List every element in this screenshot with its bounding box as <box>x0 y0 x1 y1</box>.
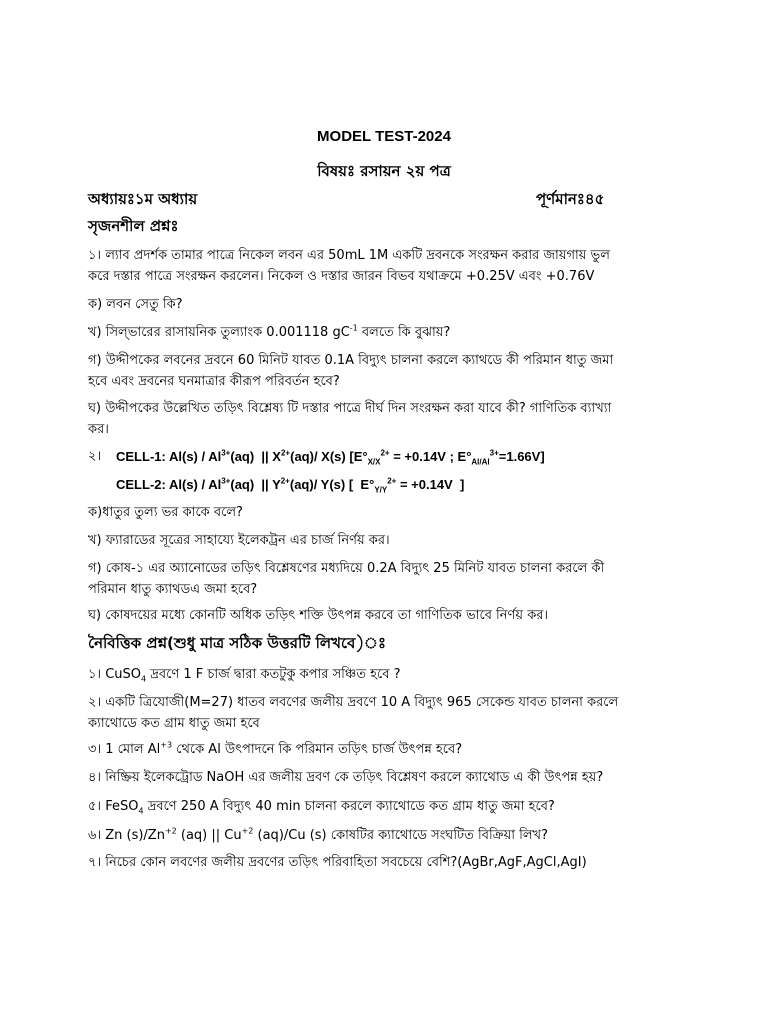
cq1-stem-line2: করে দস্তার পাত্রে সংরক্ষন করলেন। নিকেল ও দস্তার জারন বিভব যথাক্রমে +0.25V এবং +0.76V <box>88 269 595 284</box>
cell-1-anode: Al(s) / Al <box>168 449 222 464</box>
cq1-part-b-superscript: -1 <box>349 323 358 333</box>
cell-1-e2-subscript: Al/Al <box>471 457 490 467</box>
cq1-part-a: ক) লবন সেতু কি? <box>88 297 183 312</box>
cell-2-anode-charge: 3+ <box>221 476 231 486</box>
mcq-q6-superscript-1: +2 <box>164 826 177 836</box>
cq2-part-c-line2: পরিমান ধাতু ক্যাথডএ জমা হবে? <box>88 582 258 597</box>
mcq-q3 <box>88 739 688 760</box>
mcq-q3-superscript: +3 <box>160 740 173 750</box>
chapter-label: অধ্যায়ঃ১ম অধ্যায় <box>88 190 198 208</box>
mcq-q5-tail: দ্রবণে 250 A বিদ্যুৎ 40 min চালনা করলে ক্যাথোডে কত গ্রাম ধাতু জমা হবে? <box>143 799 555 814</box>
cell-2-y-charge: 2+ <box>280 476 290 486</box>
full-marks-label: পূর্ণমানঃ৪৫ <box>536 190 605 208</box>
mcq-section-heading: নৈবিত্তিক প্রশ্ন(শুধু মাত্র সঠিক উত্তরটি লিখবে)ঃ <box>88 634 386 652</box>
cq1-part-b-tail: বলতে কি বুঝায়? <box>357 325 451 340</box>
cq1-stem <box>88 245 688 287</box>
cell-1-e2-superscript: 3+ <box>489 448 499 458</box>
cell-1-e2-value: =1.66V] <box>498 449 545 464</box>
cell-2-cathode: (aq)/ Y(s) <box>289 477 346 492</box>
mcq-q5-subscript: 4 <box>138 806 144 816</box>
cell-2-label: CELL-2: <box>116 477 166 492</box>
cq1-part-d-line1: ঘ) উদ্দীপকের উল্লেখিত তড়িৎ বিশ্লেষ্য টি দস্তার পাত্রে দীর্ঘ দিন সংরক্ষন করা যাবে কী? গাণিতিক ব্যাখ্যা <box>88 401 612 416</box>
cq1-part-c <box>88 350 688 392</box>
cell-1-e1-subscript: X/X <box>367 457 381 467</box>
cell-1-e1-prefix: [E° <box>349 449 368 464</box>
mcq-q3-tail: থেকে Al উৎপাদনে কি পরিমান তড়িৎ চার্জ উৎপন্ন হবে? <box>172 742 463 757</box>
mcq-q7: ৭। নিচের কোন লবণের জলীয় দ্রবণের তড়িৎ পরিবাহিতা সবচেয়ে বেশি?(AgBr,AgF,AgCl,AgI) <box>88 855 587 870</box>
mcq-q1-text: ১। CuSO <box>88 667 142 682</box>
mcq-q4: ৪। নিষ্ক্রিয় ইলেকট্রোড NaOH এর জলীয় দ্রবণ কে তড়িৎ বিশ্লেষণ করলে ক্যাথোড এ কী উৎপন্ন হয়? <box>88 770 604 785</box>
mcq-q6 <box>88 825 688 846</box>
cell-1-label: CELL-1: <box>116 449 166 464</box>
cq2-part-a: ক)ধাতুর তুল্য ভর কাকে বলে? <box>88 505 243 520</box>
cq1-stem-line1: ১। ল্যাব প্রদর্শক তামার পাত্রে নিকেল লবন এর 50mL 1M একটি দ্রবনকে সংরক্ষন করার জায়গায় ভুল <box>88 248 610 263</box>
cq2-part-c-line1: গ) কোষ-১ এর অ্যানোডের তড়িৎ বিশ্লেষণের মধ্যদিয়ে 0.2A বিদ্যুৎ 25 মিনিট যাবত চালনা করলে কী <box>88 561 605 576</box>
cq2-number: ২। <box>88 449 102 464</box>
cell-2-anode-tail: (aq) || Y <box>230 477 281 492</box>
mcq-q1-tail: দ্রবণে 1 F চার্জ দ্বারা কতটুকু কপার সঞ্চিত হবে ? <box>146 667 401 682</box>
mcq-q6-tail: (aq)/Cu (s) কোষটির ক্যাথোডে সংঘটিত বিক্রিয়া লিখ? <box>253 828 548 843</box>
cell-2-anode: Al(s) / Al <box>168 477 222 492</box>
mcq-q5-text: ৫। FeSO <box>88 799 139 814</box>
cq1-part-b-text: খ) সিল্ভারের রাসায়নিক তুল্যাংক 0.001118 gC <box>88 325 350 340</box>
cq1-part-c-line2: হবে এবং দ্রবনের ঘনমাত্রার কীরূপ পরিবর্তন হবে? <box>88 374 340 389</box>
cell-2-e-subscript: Y/Y <box>374 485 388 495</box>
cq2-part-d: ঘ) কোষদয়ের মধ্যে কোনটি অধিক তড়িৎ শক্তি উৎপন্ন করবে তা গাণিতিক ভাবে নির্ণয় কর। <box>88 608 549 623</box>
cq2-part-c <box>88 558 688 600</box>
cell-2-e-superscript: 2+ <box>387 476 397 486</box>
cell-1-x-charge: 2+ <box>280 448 291 458</box>
cell-1-e1-superscript: 2+ <box>380 448 390 458</box>
mcq-q6-superscript-2: +2 <box>241 826 254 836</box>
cq2-part-b: খ) ফ্যারাডের সূত্রের সাহায্যে ইলেকট্রন এর চার্জ নির্ণয় কর। <box>88 533 390 548</box>
cell-2-e-value: = +0.14V ] <box>396 477 465 492</box>
cell-1-equation <box>116 448 545 467</box>
creative-section-heading: সৃজনশীল প্রশ্নঃ <box>88 217 179 235</box>
mcq-q2-line1: ২। একটি ত্রিযোজী(M=27) ধাতব লবণের জলীয় দ্রবণে 10 A বিদ্যুৎ 965 সেকেন্ড যাবত চালনা করলে <box>88 695 619 710</box>
subject-line: বিষয়ঃ রসায়ন ২য় পত্র <box>317 162 451 180</box>
page-title: MODEL TEST-2024 <box>317 128 451 145</box>
mcq-q1-subscript: 4 <box>141 674 147 684</box>
cq1-part-c-line1: গ) উদ্দীপকের লবনের দ্রবনে 60 মিনিট যাবত 0.1A বিদ্যুৎ চালনা করলে ক্যাথডে কী পরিমান ধাতু জমা <box>88 353 614 368</box>
mcq-q2 <box>88 692 688 734</box>
cell-2-e-prefix: [ E° <box>348 477 375 492</box>
cell-1-cathode: (aq)/ X(s) <box>290 449 346 464</box>
cell-1-e1-value: = +0.14V ; E° <box>389 449 472 464</box>
cell-1-anode-tail: (aq) || X <box>230 449 281 464</box>
cq1-part-d <box>88 398 688 440</box>
cq1-part-b <box>88 322 688 343</box>
mcq-q3-text: ৩। 1 মোল Al <box>88 742 161 757</box>
cq1-part-d-line2: কর। <box>88 422 109 437</box>
mcq-q1 <box>88 664 688 685</box>
mcq-q6-middle: (aq) || Cu <box>176 828 242 843</box>
mcq-q6-text: ৬। Zn (s)/Zn <box>88 828 165 843</box>
mcq-q5 <box>88 796 688 817</box>
cell-2-equation <box>116 476 465 495</box>
cell-1-anode-charge: 3+ <box>221 448 231 458</box>
mcq-q2-line2: ক্যাথোডে কত গ্রাম ধাতু জমা হবে <box>88 716 260 731</box>
